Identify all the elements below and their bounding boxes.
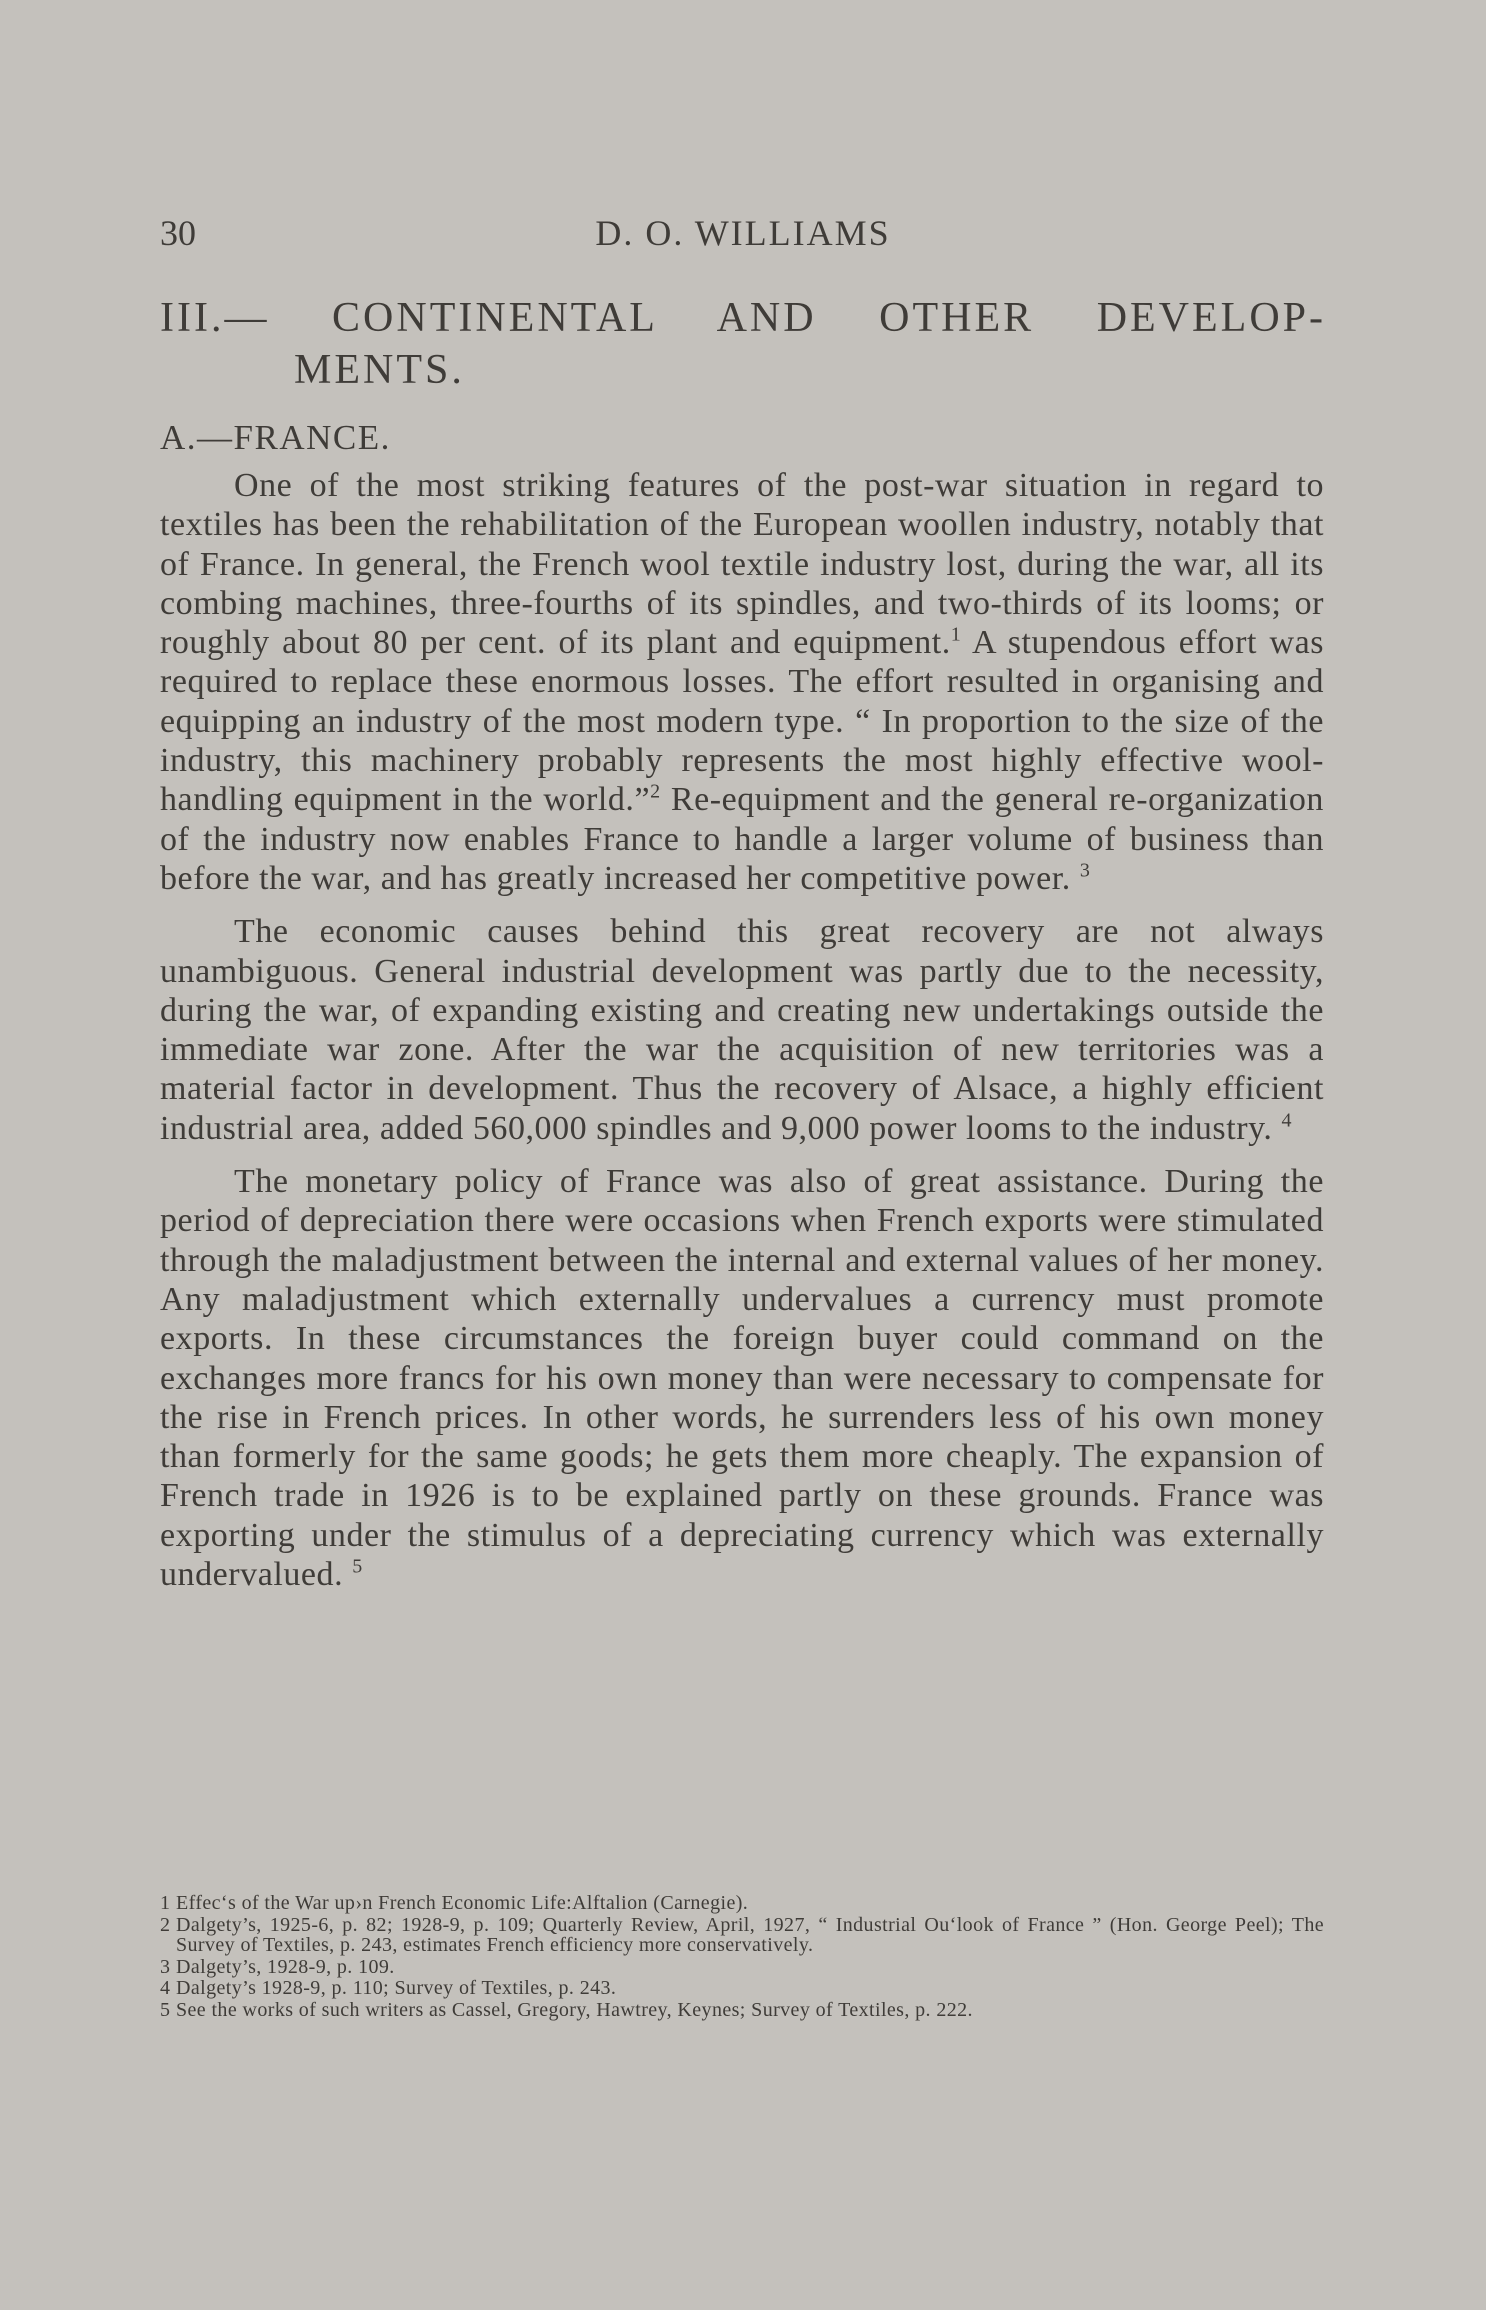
footnote-text: Effec‘s of the War up›n French Economic Life:Alftalion (Carnegie). xyxy=(176,1892,749,1914)
footnote-ref-2: 2 xyxy=(650,781,661,804)
footnote-text: Dalgety’s 1928-9, p. 110; Survey of Textiles, p. 243. xyxy=(176,1977,617,1999)
paragraph-1: One of the most striking features of the post-war situation in regard to textiles has been the rehabilitation of the European woollen industry, notably that of France. In general, the French wool textile industry lost, during the war, all its combing machines, three-fourths of its spindles, and two-thirds of its looms; or roughly about 80 per cent. of its plant and equipment.$^1$ A stupendous effort was required to replace these enormous losses. The effort resulted in organising and equipping an industry of the most modern type. “ In proportion to the size of the industry, this machinery probably represents the most highly effective wool-handling equipment in the world.”$^2$ Re-equipment and the general re-organization of the industry now enables France to handle a larger volume of business than before the war, and has greatly increased her competitive power. $^3$ xyxy=(160,467,1324,897)
footnote-text: Dalgety’s, 1928-9, p. 109. xyxy=(176,1955,395,1978)
paragraph-3: The monetary policy of France was also of great assistance. During the period of depreciation there were occasions when French exports were stimulated through the maladjustment between the internal and external values of her money. Any maladjustment which externally undervalues a currency must promote exports. In these circumstances the foreign buyer could command on the exchanges more francs for his own money than were necessary to compensate for the rise in French prices. In other words, he surrenders less of his own money than formerly for the same goods; he gets them more cheaply. The expansion of French trade in 1926 is to be explained partly on these grounds. France was exporting under the stimulus of a depreciating currency which was externally undervalued. $^5$ xyxy=(160,1163,1324,1594)
footnote xyxy=(160,1893,1324,1914)
footnotes xyxy=(160,1893,1324,2021)
footnote-number: 2 xyxy=(160,1913,171,1936)
page-number: 30 xyxy=(160,213,196,253)
footnote-ref-5: 5 xyxy=(352,1555,363,1578)
subsection-title: A.—FRANCE. xyxy=(160,418,391,457)
footnote-ref-1: 1 xyxy=(950,623,962,646)
running-head: D. O. WILLIAMS xyxy=(595,213,891,253)
body-text xyxy=(160,466,1324,1608)
section-title-line-1: III.— CONTINENTAL AND OTHER DEVELOP- xyxy=(160,295,1326,341)
footnote-text: See the works of such writers as Cassel, Gregory, Hawtrey, Keynes; Survey of Textiles, p. 222. xyxy=(176,1998,973,2021)
footnote xyxy=(160,2000,1324,2021)
footnote-number: 5 xyxy=(160,1998,171,2021)
footnote-ref-3: 3 xyxy=(1079,859,1091,882)
footnote xyxy=(160,1978,1324,1999)
footnote xyxy=(160,1915,1324,1956)
section-title xyxy=(160,292,1326,396)
footnote-text: Dalgety’s, 1925-6, p. 82; 1928-9, p. 109; Quarterly Review, April, 1927, “ Industrial Ou‘look of France ” (Hon. George Peel); The Survey of Textiles, p. 243, estimates French efficiency more conservatively. xyxy=(176,1913,1324,1956)
footnote xyxy=(160,1957,1324,1978)
section-title-line-2: MENTS. xyxy=(294,347,465,393)
footnote-number: 4 xyxy=(160,1977,171,1999)
footnote-number: 3 xyxy=(160,1955,171,1978)
footnote-ref-4: 4 xyxy=(1281,1109,1293,1132)
paragraph-2: The economic causes behind this great recovery are not always unambiguous. General industrial development was partly due to the necessity, during the war, of expanding existing and creating new undertakings outside the immediate war zone. After the war the acquisition of new territories was a material factor in development. Thus the recovery of Alsace, a highly efficient industrial area, added 560,000 spindles and 9,000 power looms to the industry. $^4$ xyxy=(160,913,1324,1147)
footnote-number: 1 xyxy=(160,1892,171,1914)
page-header xyxy=(160,212,1326,262)
